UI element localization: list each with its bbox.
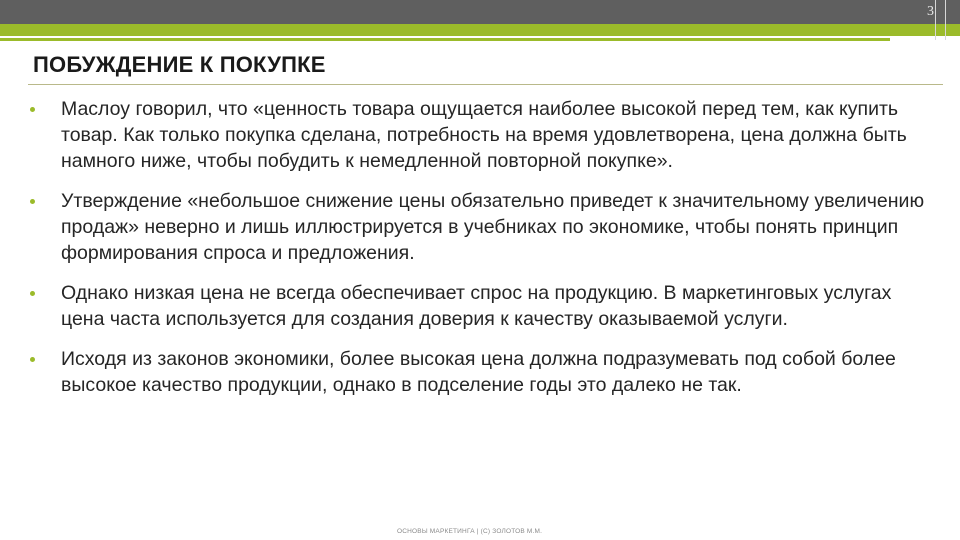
slide-title: ПОБУЖДЕНИЕ К ПОКУПКЕ <box>33 52 326 77</box>
bullet-text: Исходя из законов экономики, более высокая цена должна подразумевать под собой более высокое качество продукции, однако в подселение годы это далеко не так. <box>61 348 896 396</box>
bullet-item <box>30 188 935 266</box>
bullet-dot-icon <box>30 107 35 112</box>
slide-footer: ОСНОВЫ МАРКЕТИНГА | (С) ЗОЛОТОВ М.М. <box>397 528 543 535</box>
bullet-item <box>30 280 935 332</box>
bullet-text: Однако низкая цена не всегда обеспечивает спрос на продукцию. В маркетинговых услугах цена часта используется для создания доверия к качеству оказываемой услуги. <box>61 282 892 330</box>
title-underline <box>28 84 943 85</box>
bullet-text: Маслоу говорил, что «ценность товара ощущается наиболее высокой перед тем, как купить товар. Как только покупка сделана, потребность на время удовлетворена, цена должна быть намного ниже, чтобы побудить к немедленной повторной покупке». <box>61 98 907 172</box>
header-green-bar <box>0 24 960 36</box>
bullet-list <box>30 96 935 412</box>
header-dark-bar <box>0 0 960 24</box>
bullet-text: Утверждение «небольшое снижение цены обязательно приведет к значительному увеличению продаж» неверно и лишь иллюстрируется в учебниках по экономике, чтобы понять принцип формирования спроса и предложения. <box>61 190 925 264</box>
bullet-item <box>30 346 935 398</box>
header-divider-line <box>935 0 936 40</box>
bullet-dot-icon <box>30 199 35 204</box>
bullet-item <box>30 96 935 174</box>
bullet-dot-icon <box>30 357 35 362</box>
header-accent-line <box>0 38 890 41</box>
header-divider-line <box>945 0 946 40</box>
slide-number: 3 <box>927 4 934 19</box>
bullet-dot-icon <box>30 291 35 296</box>
